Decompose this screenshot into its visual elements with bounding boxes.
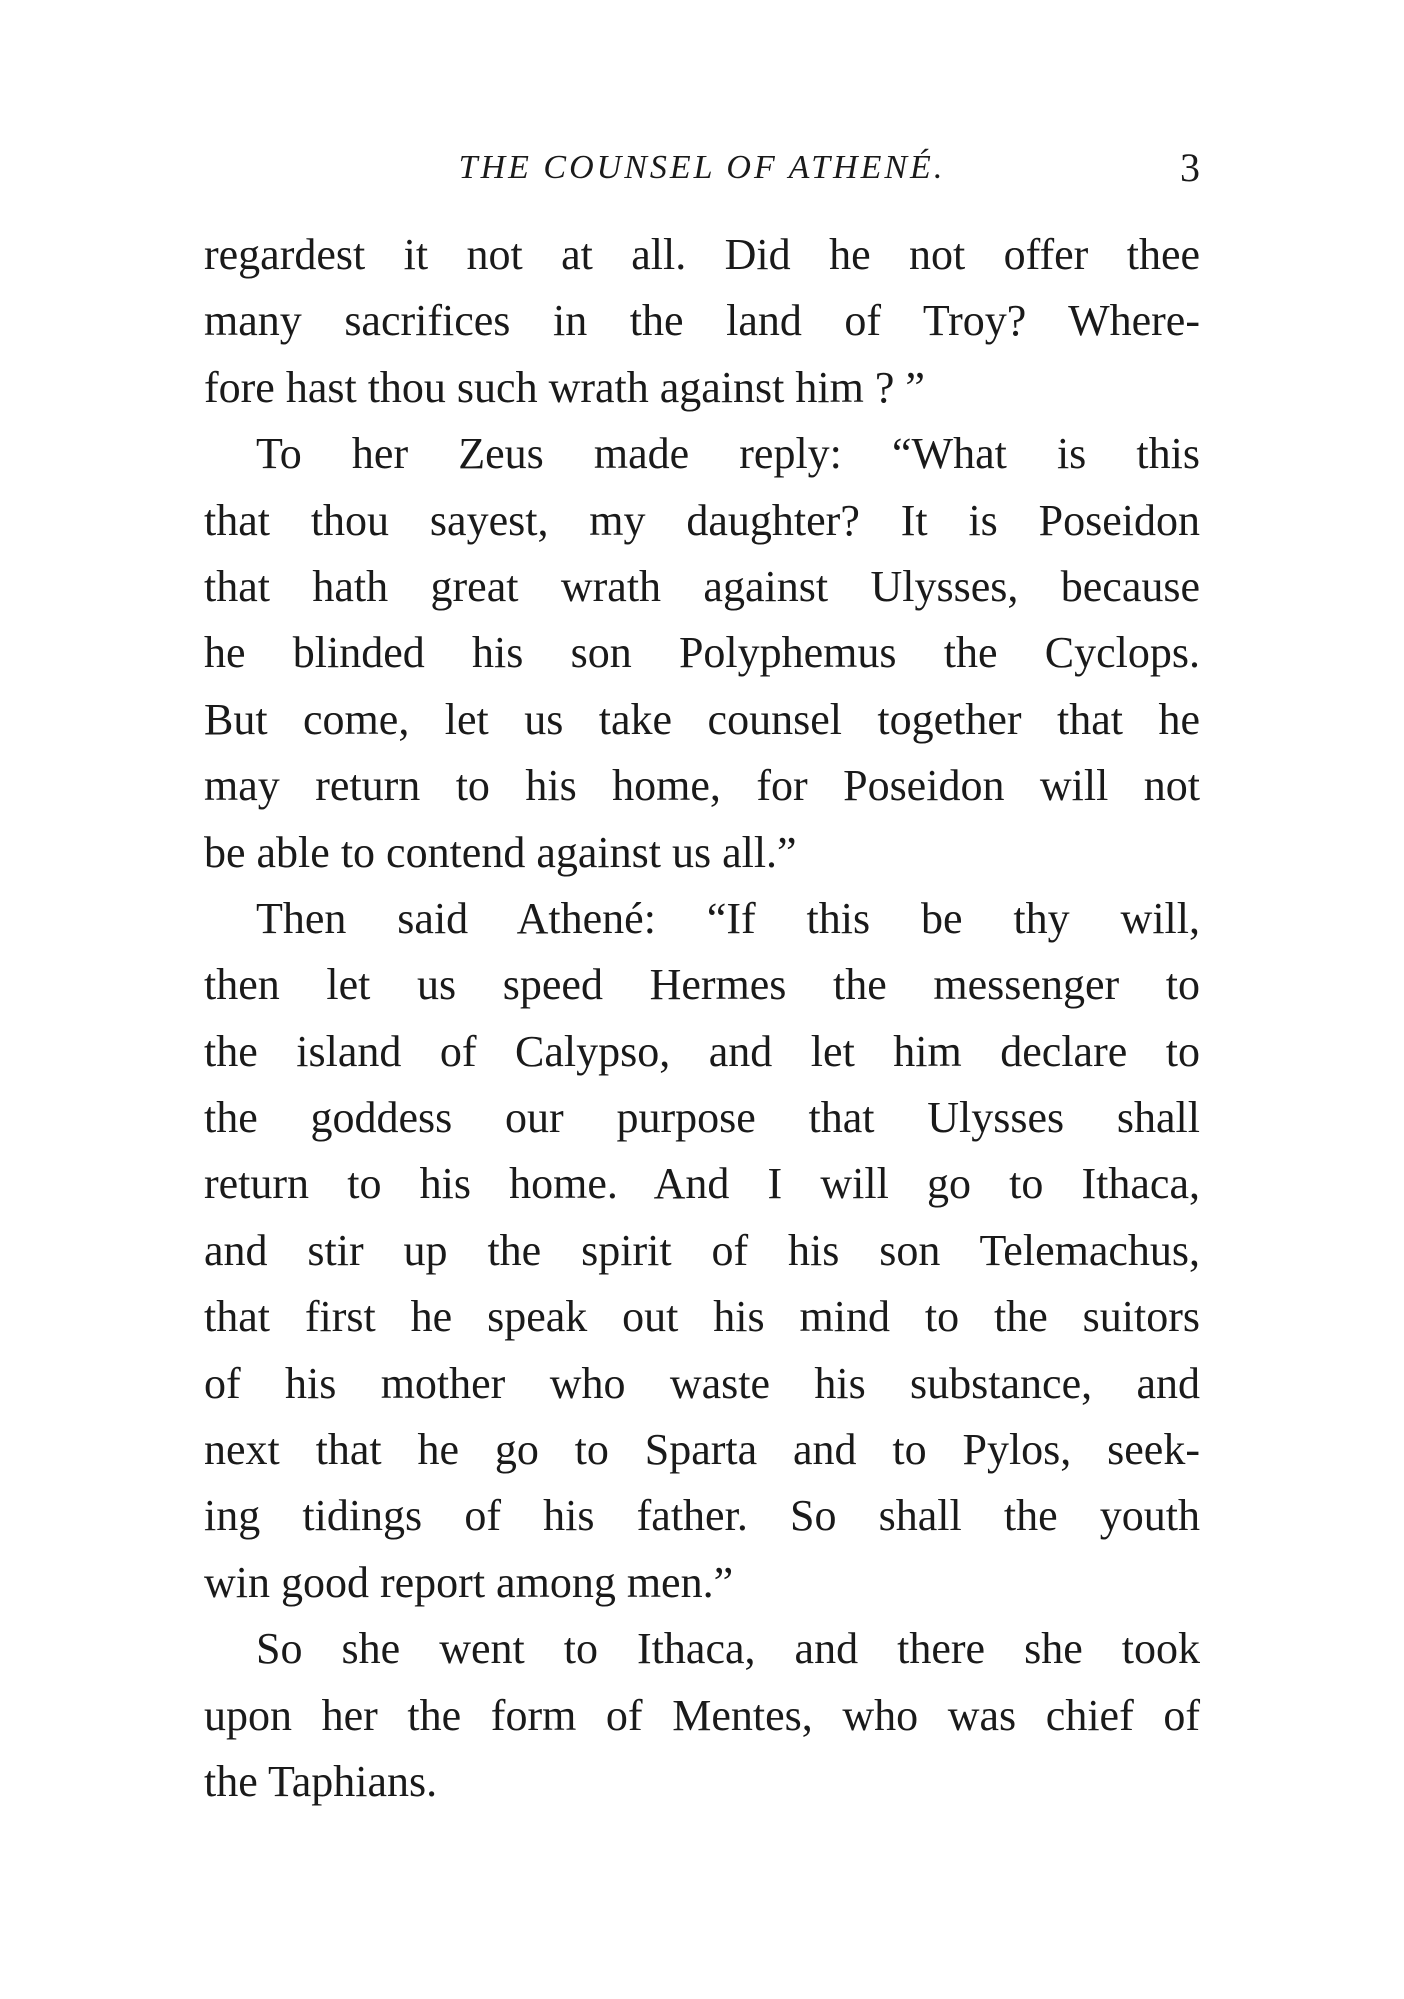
text-line: many sacrifices in the land of Troy? Where- (204, 296, 1200, 346)
body-text (204, 222, 1200, 1815)
text-line: return to his home. And I will go to Ithaca, (204, 1159, 1200, 1209)
text-line: regardest it not at all. Did he not offer thee (204, 230, 1200, 279)
text-line: upon her the form of Mentes, who was chief of (204, 1690, 1200, 1740)
running-head (204, 138, 1200, 198)
text-line: the goddess our purpose that Ulysses shall (204, 1093, 1200, 1143)
text-line: of his mother who waste his substance, and (204, 1358, 1200, 1408)
paragraph-2 (204, 421, 1200, 886)
text-line: the island of Calypso, and let him declare to (204, 1026, 1200, 1076)
text-line: that thou sayest, my daughter? It is Poseidon (204, 495, 1200, 545)
text-line: be able to contend against us all.” (204, 827, 797, 877)
text-line: win good report among men.” (204, 1557, 734, 1607)
text-line: the Taphians. (204, 1756, 438, 1806)
paragraph-3 (204, 886, 1200, 1616)
running-title: THE COUNSEL OF ATHENÉ. (458, 149, 946, 186)
paragraph-4 (204, 1616, 1200, 1815)
text-line: Then said Athené: “If this be thy will, (256, 893, 1200, 943)
text-line: may return to his home, for Poseidon will not (204, 761, 1200, 811)
text-line: But come, let us take counsel together that he (204, 694, 1200, 744)
text-line: next that he go to Sparta and to Pylos, seek- (204, 1425, 1200, 1475)
text-line: ing tidings of his father. So shall the youth (204, 1491, 1200, 1541)
text-line: that hath great wrath against Ulysses, because (204, 561, 1200, 611)
text-line: fore hast thou such wrath against him ? ” (204, 362, 925, 412)
text-line: he blinded his son Polyphemus the Cyclops. (204, 628, 1200, 678)
paragraph-1 (204, 222, 1200, 421)
text-line: then let us speed Hermes the messenger to (204, 960, 1200, 1010)
text-line: To her Zeus made reply: “What is this (256, 429, 1200, 479)
page-number: 3 (1180, 145, 1200, 190)
text-line: So she went to Ithaca, and there she took (256, 1624, 1200, 1674)
text-line: and stir up the spirit of his son Telemachus, (204, 1225, 1200, 1275)
text-line: that first he speak out his mind to the suitors (204, 1292, 1200, 1342)
